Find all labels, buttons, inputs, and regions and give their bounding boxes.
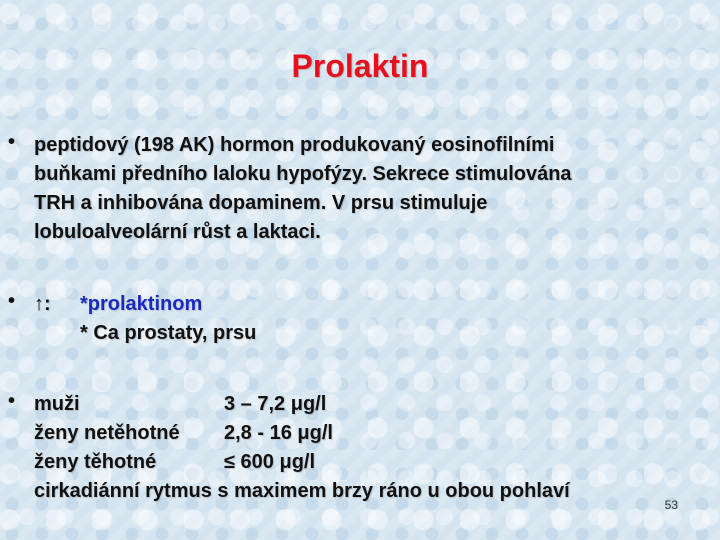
reference-row-women-nonpregnant bbox=[34, 419, 698, 448]
bullet-3-marker: • bbox=[8, 390, 16, 412]
bullet-2-text bbox=[34, 290, 698, 348]
bullet-3-text bbox=[34, 390, 698, 506]
bullet-1-line-2: buňkami předního laloku hypofýzy. Sekrece stimulována bbox=[34, 163, 572, 185]
reference-row-women-pregnant bbox=[34, 448, 698, 477]
bullet-1-line-4: lobuloalveolární růst a laktaci. bbox=[34, 221, 321, 243]
reference-label-women-nonpregnant: ženy netěhotné bbox=[34, 422, 180, 444]
slide-number: 53 bbox=[664, 498, 678, 512]
slide-title: Prolaktin bbox=[291, 48, 429, 84]
bullet-2-item-1: *prolaktinom bbox=[80, 293, 203, 315]
bullet-2-marker: • bbox=[8, 290, 16, 312]
reference-value-men: 3 – 7,2 μg/l bbox=[224, 393, 327, 415]
bullet-1-marker: • bbox=[8, 131, 16, 153]
reference-value-women-pregnant: ≤ 600 μg/l bbox=[224, 451, 316, 473]
reference-label-men: muži bbox=[34, 393, 80, 415]
bullet-1-line-3: TRH a inhibována dopaminem. V prsu stimuluje bbox=[34, 192, 488, 214]
increase-arrow-label: ↑: bbox=[34, 293, 51, 315]
bullet-1-text bbox=[34, 131, 698, 247]
reference-value-women-nonpregnant: 2,8 - 16 μg/l bbox=[224, 422, 333, 444]
reference-label-women-pregnant: ženy těhotné bbox=[34, 451, 157, 473]
circadian-rhythm-note: cirkadiánní rytmus s maximem brzy ráno u obou pohlaví bbox=[34, 480, 570, 502]
bullet-1-line-1: peptidový (198 AK) hormon produkovaný eosinofilními bbox=[34, 134, 555, 156]
reference-row-men bbox=[34, 390, 698, 419]
bullet-2-item-2: * Ca prostaty, prsu bbox=[80, 322, 257, 344]
